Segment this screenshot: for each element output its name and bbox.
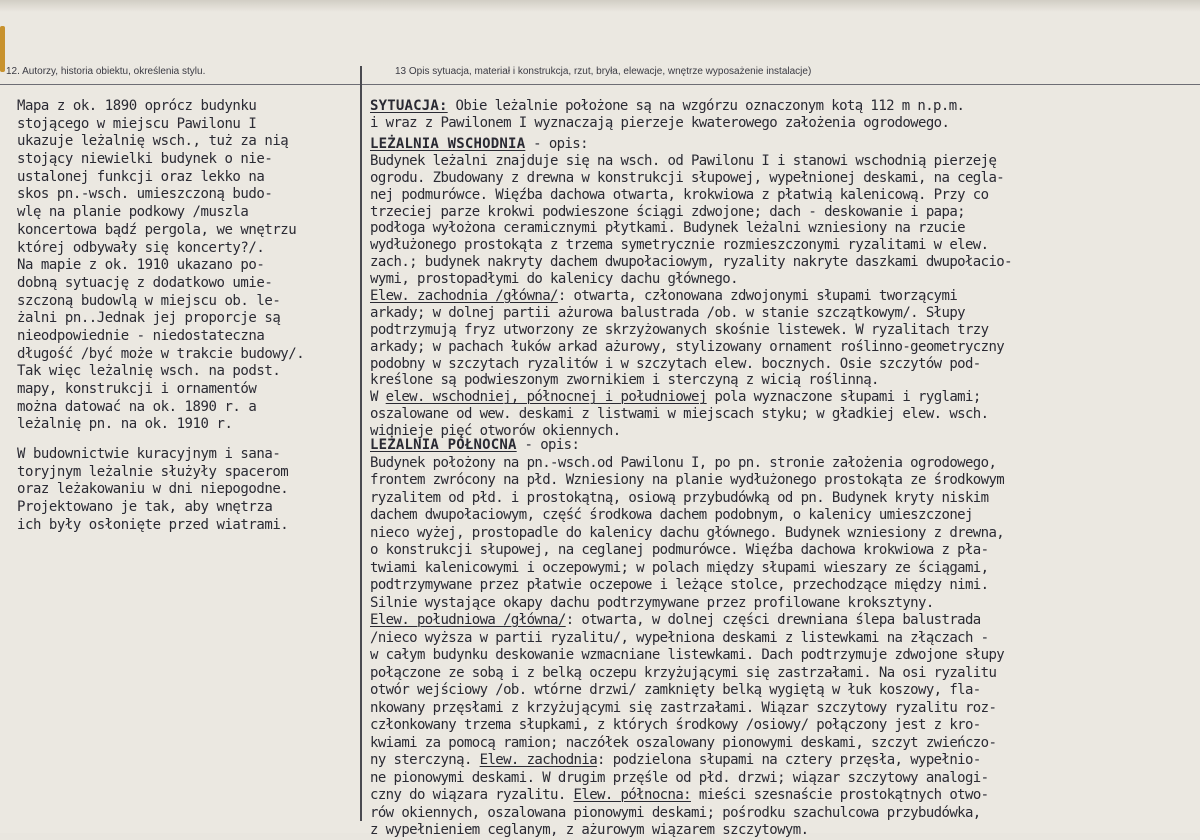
- text-line: wydłużonego prostokąta z trzema symetrycznie rozmieszczonymi ryzalitami w elew.: [370, 237, 989, 254]
- situation-label: SYTUACJA:: [370, 98, 448, 114]
- history-column: [17, 98, 362, 535]
- text-line: dachem dwupołaciowym, część środkowa dachem podobnym, o kalenicy umieszczonej: [370, 507, 973, 523]
- text-line: długość /być może w trakcie budowy/.: [17, 345, 305, 362]
- text-line: skos pn.-wsch. umieszczoną budo-: [17, 186, 273, 203]
- text-line: o konstrukcji słupowej, na ceglanej podmurówce. Więźba dachowa krokwiowa z pła-: [370, 542, 989, 558]
- elevation-label: Elew. zachodnia: [479, 752, 598, 768]
- text-line: oraz leżakowaniu w dni niepogodne.: [17, 481, 289, 498]
- history-paragraph-1: [17, 98, 362, 434]
- text-line: W: [370, 389, 386, 406]
- elevation-label: Elew. północna:: [573, 787, 691, 803]
- text-line: nkowany przęsłami z krzyżującymi się zastrzałami. Wiązar szczytowy ryzalitu roz-: [370, 699, 997, 716]
- text-line: leżalnię pn. na ok. 1910 r.: [17, 416, 233, 433]
- text-line: podłoga wyłożona ceramicznymi płytkami. Budynek leżalni wzniesiony na rzucie: [370, 220, 965, 237]
- section-title-suffix: - opis:: [516, 437, 580, 453]
- history-paragraph-2: [17, 446, 362, 534]
- elevation-label: elew. wschodniej, północnej i południowej: [385, 389, 707, 406]
- text-line: : otwarta, członowana zdwojonymi słupami tworzącymi: [557, 288, 958, 305]
- text-line: arkady; w dolnej partii ażurowa balustrada /ob. w stanie szczątkowym/. Słupy: [370, 304, 965, 321]
- text-line: stojący niewielki budynek o nie-: [17, 151, 273, 168]
- text-line: szczoną budowlą w miejscu ob. le-: [17, 292, 281, 309]
- text-line: z wypełnieniem ceglanym, z ażurowym wiązarem szczytowym.: [370, 822, 809, 838]
- text-line: : otwarta, w dolnej części drewniana ślepa balustrada: [565, 612, 981, 628]
- text-line: Silnie wystające okapy dachu podtrzymywane przez profilowane kroksztyny.: [370, 594, 934, 611]
- text-line: ny sterczyną.: [370, 752, 480, 768]
- text-line: której odbywały się koncerty?/.: [17, 239, 265, 256]
- text-line: w całym budynku deskowanie wzmacniane listewkami. Dach podtrzymuje zdwojone słupy: [370, 647, 1005, 663]
- text-line: rów okiennych, oszalowana pionowymi deskami; pośrodku szachulcowa przybudówka,: [370, 804, 981, 821]
- text-line: ich były osłonięte przed wiatrami.: [17, 516, 289, 533]
- field-13-heading: 13 Opis sytuacja, materiał i konstrukcja, rzut, bryła, elewacje, wnętrze wyposażenie instalacje): [395, 66, 812, 77]
- text-line: podtrzymywane przez płatwie oczepowe i leżące stolce, przechodzące między nimi.: [370, 577, 989, 593]
- text-line: Projektowano je tak, aby wnętrza: [17, 499, 273, 516]
- text-line: ryzalitem od płd. i prostokątną, osiową przybudówką od pn. Budynek kryty niskim: [370, 489, 989, 506]
- east-pavilion-section: [370, 136, 1198, 440]
- text-line: Budynek leżalni znajduje się na wsch. od Pawilonu I i stanowi wschodnią pierzeję: [370, 152, 997, 169]
- text-line: dobną sytuację z dodatkowo umie-: [17, 274, 273, 291]
- text-line: wymi, prostopadłymi do kalenicy dachu głównego.: [370, 271, 738, 288]
- text-line: żalni pn..Jednak jej proporcje są: [17, 310, 281, 327]
- text-line: stojącego w miejscu Pawilonu I: [17, 115, 257, 132]
- text-line: nej podmurówce. Więźba dachowa otwarta, krokwiowa z płatwią kalenicową. Przy co: [370, 186, 989, 203]
- elevation-label: Elew. zachodnia /główna/: [370, 288, 558, 305]
- text-line: widnieje pięć otworów okiennych.: [370, 423, 621, 440]
- text-line: wlę na planie podkowy /muszla: [17, 204, 249, 221]
- text-line: ustalonej funkcji oraz lekko na: [17, 168, 265, 185]
- text-line: podobny w szczytach ryzalitów i w szczytach elew. bocznych. Osie szczytów pod-: [370, 355, 981, 372]
- text-line: oszalowane od wew. deskami z listwami w miejscach styku; w gładkiej elew. wsch.: [370, 406, 989, 423]
- text-line: i wraz z Pawilonem I wyznaczają pierzeje kwaterowego założenia ogrodowego.: [370, 115, 950, 132]
- text-line: czny do wiązara ryzalitu.: [370, 787, 574, 803]
- text-line: Tak więc leżalnię wsch. na podst.: [17, 363, 281, 380]
- text-line: kwiami za pomocą ramion; naczółek oszalowany pionowymi deskami, szczyt zwieńczo-: [370, 734, 997, 751]
- paper-fold: [0, 0, 1200, 12]
- text-line: /nieco wyższa w partii ryzalitu/, wypełniona deskami z listewkami na złączach -: [370, 629, 989, 646]
- text-line: kreślone są podwieszonym zwornikiem i sterczyną z wicią roślinną.: [370, 372, 879, 389]
- text-line: frontem zwrócony na płd. Wzniesiony na planie wydłużonego prostokąta ze środkowym: [370, 472, 1005, 488]
- text-line: nieodpowiednie - niedostateczna: [17, 327, 265, 344]
- text-line: ogrodu. Zbudowany z drewna w konstrukcji słupowej, wypełnionej deskami, na cegla-: [370, 169, 1005, 186]
- text-line: mieści szesnaście prostokątnych otwo-: [690, 787, 989, 803]
- text-line: zach.; budynek nakryty dachem dwupołaciowym, ryzality nakryte daszkami dwupołacio-: [370, 254, 1012, 271]
- text-line: można datować na ok. 1890 r. a: [17, 398, 257, 415]
- text-line: trzeciej parze krokwi podwieszone ściągi zdwojone; dach - deskowanie i papa;: [370, 203, 965, 220]
- north-pavilion-section: [370, 437, 1198, 840]
- situation-section: [370, 98, 1198, 133]
- text-line: pola wyznaczone słupami i ryglami;: [706, 389, 981, 406]
- text-line: W budownictwie kuracyjnym i sana-: [17, 446, 281, 463]
- tape-mark: [0, 26, 5, 72]
- elevation-label: Elew. południowa /główna/: [370, 612, 566, 628]
- text-line: ne pionowymi deskami. W drugim przęśle od płd. drzwi; wiązar szczytowy analogi-: [370, 769, 989, 786]
- text-line: mapy, konstrukcji i ornamentów: [17, 381, 257, 397]
- text-line: nieco wyżej, prostopadle do kalenicy dachu głównego. Budynek wzniesiony z drewna,: [370, 524, 1005, 541]
- text-line: koncertowa bądź pergola, we wnętrzu: [17, 221, 297, 238]
- section-title: LEŻALNIA PÓŁNOCNA: [370, 437, 517, 453]
- text-line: ukazuje leżalnię wsch., tuż za nią: [17, 133, 289, 150]
- text-line: członkowany trzema słupkami, z których środkowy /osiowy/ połączony jest z kro-: [370, 717, 981, 733]
- text-line: : podzielona słupami na cztery przęsła, wypełnio-: [597, 752, 981, 768]
- section-title: LEŻALNIA WSCHODNIA: [370, 136, 526, 152]
- text-line: Na mapie z ok. 1910 ukazano po-: [17, 257, 265, 274]
- text-line: Mapa z ok. 1890 oprócz budynku: [17, 98, 257, 114]
- text-line: połączone ze sobą i z belką oczepu krzyżującymi się zastrzałami. Na osi ryzalitu: [370, 664, 997, 681]
- text-line: twiami kalenicowymi i oczepowymi; w polach między słupami wieszary ze ściągami,: [370, 559, 989, 576]
- text-line: Obie leżalnie położone są na wzgórzu oznaczonym kotą 112 m n.p.m.: [447, 98, 965, 114]
- text-line: Budynek położony na pn.-wsch.od Pawilonu I, po pn. stronie założenia ogrodowego,: [370, 454, 997, 471]
- section-title-suffix: - opis:: [525, 136, 588, 152]
- text-line: podtrzymują fryz utworzony ze skrzyżowanych skośnie listewek. W ryzalitach trzy: [370, 321, 989, 338]
- text-line: otwór wejściowy /ob. wtórne drzwi/ zamknięty belką wygiętą w łuk koszowy, fla-: [370, 682, 981, 698]
- field-12-heading: 12. Autorzy, historia obiektu, określenia stylu.: [6, 66, 206, 77]
- text-line: arkady; w pachach łuków arkad ażurowy, stylizowany ornament roślinno-geometryczny: [370, 338, 1005, 355]
- text-line: toryjnym leżalnie służyły spacerom: [17, 463, 289, 480]
- header-rule: [0, 84, 1200, 85]
